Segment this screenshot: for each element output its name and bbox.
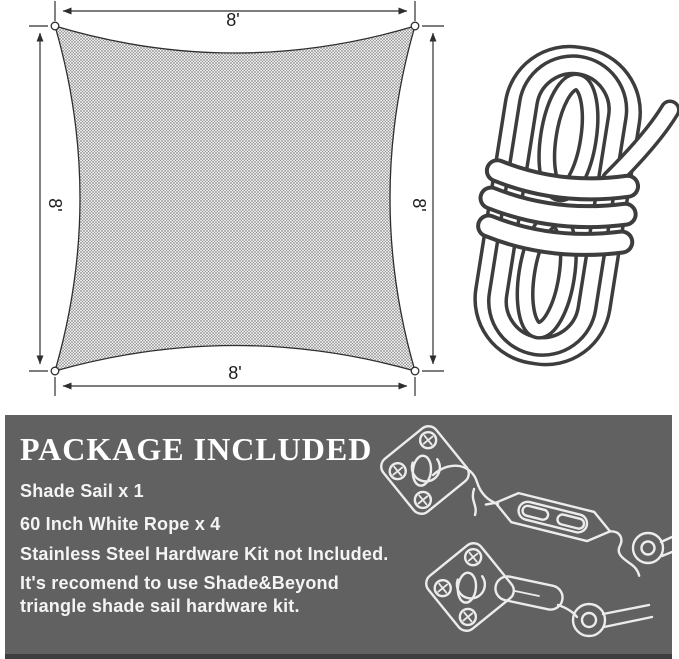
dimension-label-top: 8': [226, 10, 240, 30]
hardware-kit-illustration: [377, 415, 672, 654]
corner-grommet: [411, 367, 419, 375]
rope-coil-illustration: [468, 46, 676, 370]
package-item-shade-sail: Shade Sail x 1: [20, 481, 144, 501]
pad-eye-plate-bottom: [417, 534, 523, 640]
snap-hook: [493, 574, 577, 617]
corner-grommet: [51, 22, 59, 30]
recommendation-note: [20, 572, 339, 618]
corner-grommet: [411, 22, 419, 30]
pad-eye-plate-top: [377, 417, 478, 523]
dimension-label-left: 8': [45, 198, 65, 212]
note-line-1: It's recomend to use Shade&Beyond: [20, 573, 339, 593]
rope-grommet-top: [633, 533, 672, 563]
package-title: PACKAGE INCLUDED: [20, 431, 373, 467]
dimension-label-bottom: 8': [228, 363, 242, 383]
shade-sail-mesh: [55, 26, 415, 371]
package-included-panel: [5, 415, 672, 659]
corner-grommet: [51, 367, 59, 375]
package-item-hardware-note: Stainless Steel Hardware Kit not Included.: [20, 544, 389, 564]
rope-grommet-bottom: [573, 604, 652, 636]
dimension-label-right: 8': [409, 198, 429, 212]
turnbuckle: [478, 486, 651, 576]
note-line-2: triangle shade sail hardware kit.: [20, 596, 300, 616]
hook-top-barb: [473, 489, 476, 515]
package-item-rope: 60 Inch White Rope x 4: [20, 514, 221, 534]
